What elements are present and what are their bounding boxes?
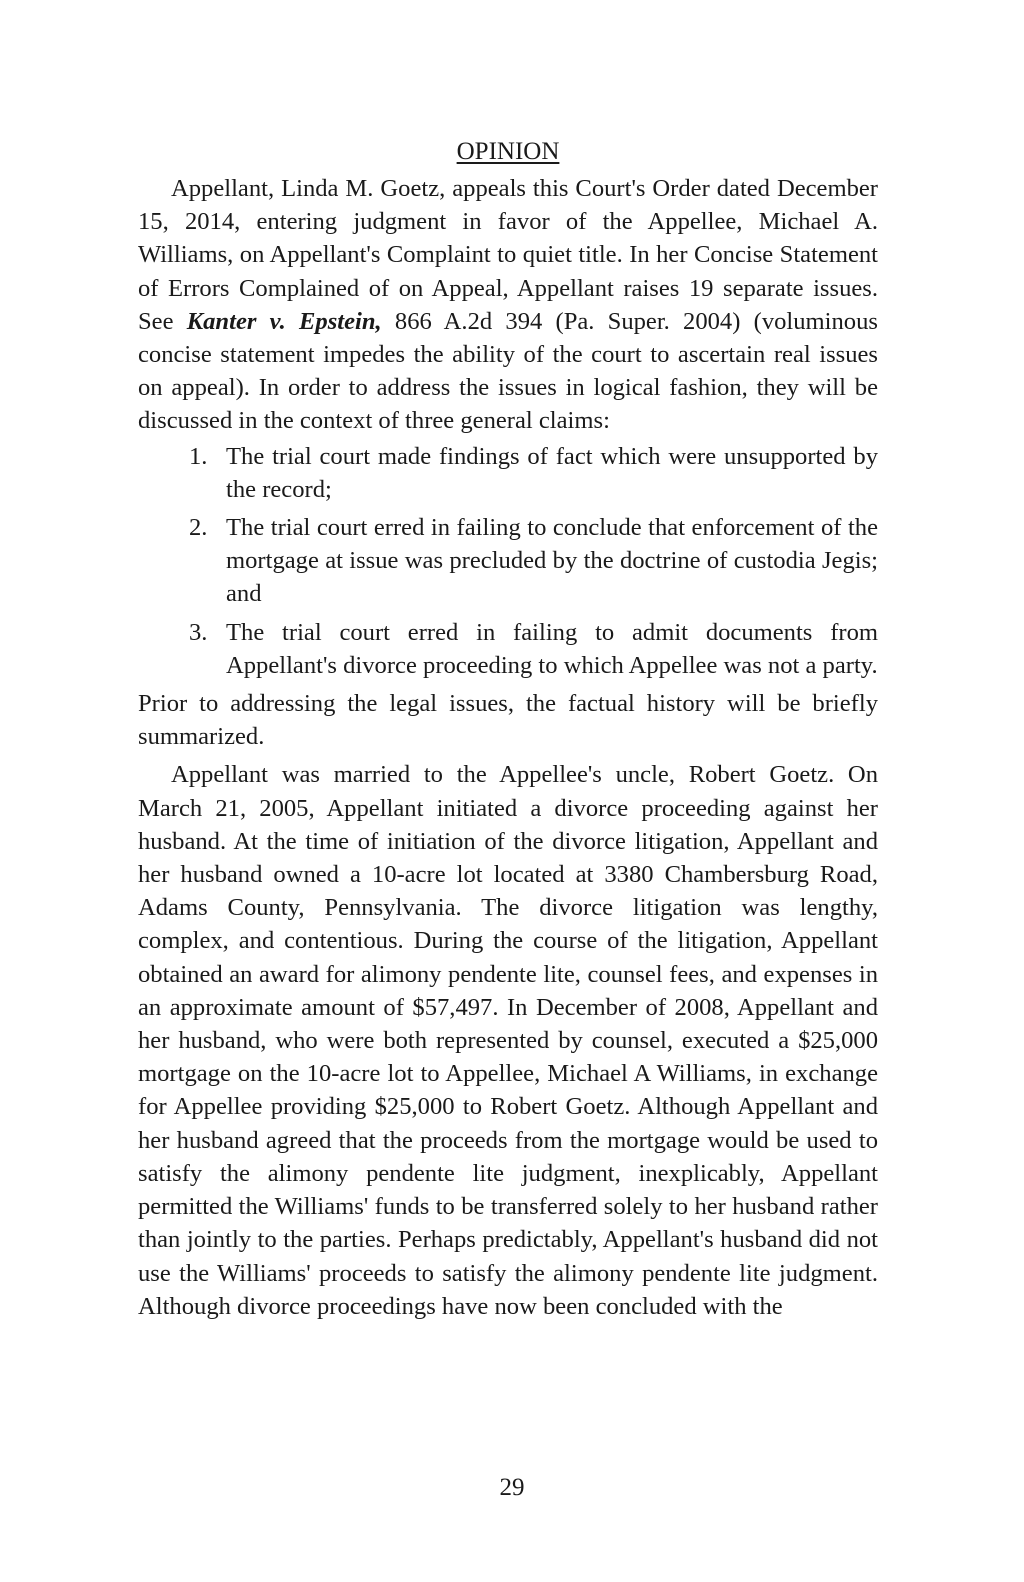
list-item-text: The trial court erred in failing to admit documents from Appellant's divorce proceeding to which Appellee was not a party. (226, 618, 878, 679)
list-item-number: 3. (189, 618, 208, 646)
list-item (138, 440, 878, 506)
summary-intro-paragraph: Prior to addressing the legal issues, the factual history will be briefly summarized. (138, 690, 878, 751)
list-item-text: The trial court erred in failing to conclude that enforcement of the mortgage at issue was precluded by the doctrine of custodia Jegis; and (226, 514, 878, 608)
claims-list (138, 440, 878, 682)
list-item (138, 616, 878, 682)
opening-text-continued: 866 A.2d 394 (Pa. Super. 2004) (voluminous concise statement impedes the ability of the court to ascertain real issues on appeal). In order to address the issues in logical fashion, they will be discussed in the context of three general claims: (138, 307, 878, 435)
list-item-number: 1. (189, 442, 208, 470)
list-item-text: The trial court made findings of fact which were unsupported by the record; (226, 442, 878, 503)
document-page (138, 132, 878, 1323)
case-citation: Kanter v. Epstein, (186, 307, 382, 335)
page-title: OPINION (456, 138, 560, 165)
list-item-number: 2. (189, 514, 208, 542)
opening-paragraph (138, 172, 878, 438)
list-item (138, 511, 878, 611)
page-number: 29 (499, 1474, 525, 1501)
opening-text: Appellant, Linda M. Goetz, appeals this Court's Order dated December 15, 2014, entering judgment in favor of the Appellee, Michael A. Williams, on Appellant's Complaint to quiet title. In her Concise Statement of Errors Complained of on Appeal, Appellant raises 19 separate issues. See (138, 175, 878, 335)
factual-history-paragraph: Appellant was married to the Appellee's uncle, Robert Goetz. On March 21, 2005, Appellant initiated a divorce proceeding against her husband. At the time of initiation of the divorce litigation, Appellant and her husband owned a 10-acre lot located at 3380 Chambersburg Road, Adams County, Pennsylvania. The divorce litigation was lengthy, complex, and contentious. During the course of the litigation, Appellant obtained an award for alimony pendente lite, counsel fees, and expenses in an approximate amount of $57,497. In December of 2008, Appellant and her husband, who were both represented by counsel, executed a $25,000 mortgage on the 10-acre lot to Appellee, Michael A Williams, in exchange for Appellee providing $25,000 to Robert Goetz. Although Appellant and her husband agreed that the proceeds from the mortgage would be used to satisfy the alimony pendente lite judgment, inexplicably, Appellant permitted the Williams' funds to be transferred solely to her husband rather than jointly to the parties. Perhaps predictably, Appellant's husband did not use the Williams' proceeds to satisfy the alimony pendente lite judgment. Although divorce proceedings have now been concluded with the (138, 761, 878, 1320)
